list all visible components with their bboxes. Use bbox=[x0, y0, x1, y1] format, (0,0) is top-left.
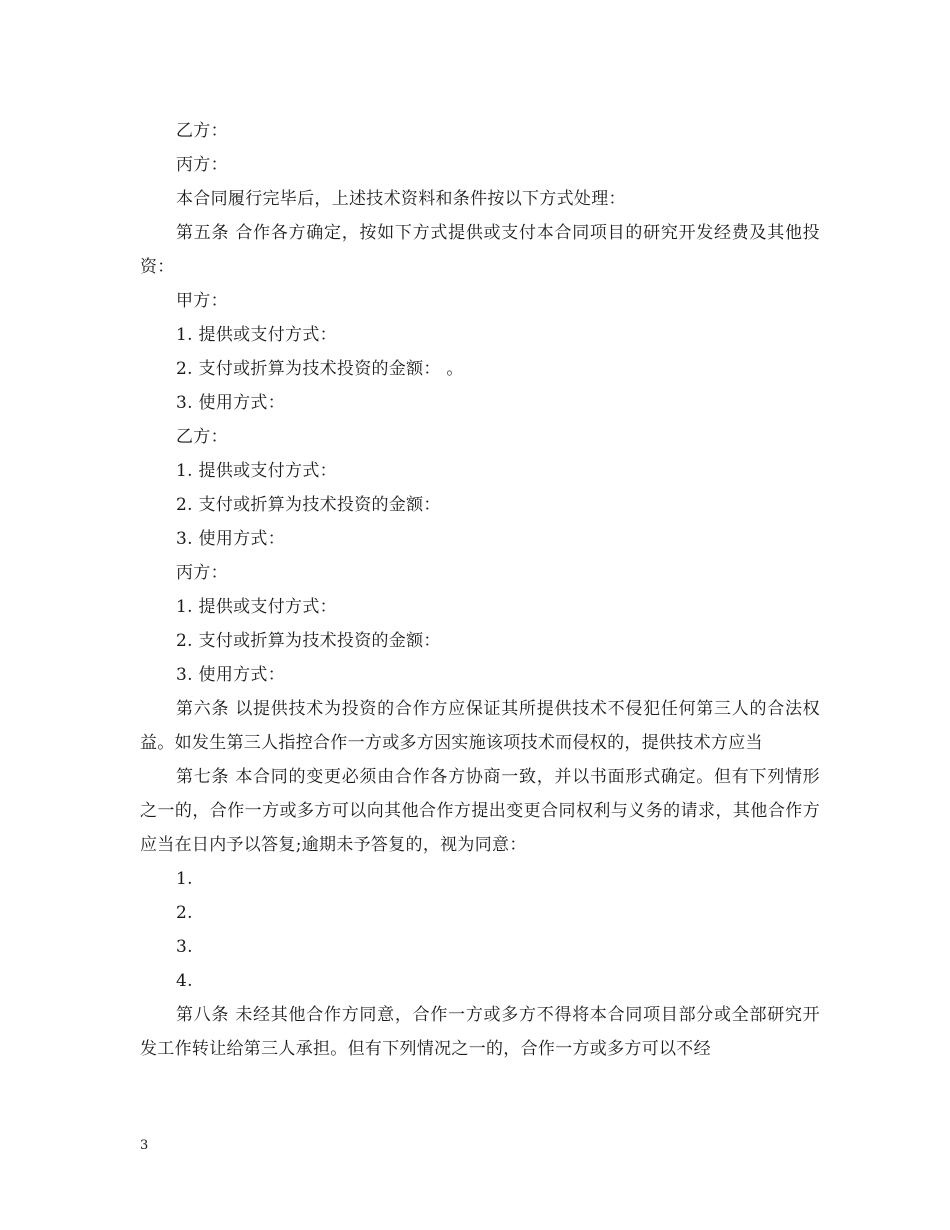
list-item: 2. 支付或折算为技术投资的金额： bbox=[176, 495, 441, 515]
list-item: 2. 支付或折算为技术投资的金额： 。 bbox=[176, 359, 464, 379]
list-item: 1. bbox=[176, 869, 193, 889]
list-item: 1. 提供或支付方式： bbox=[176, 597, 337, 617]
paragraph: 乙方： bbox=[176, 427, 228, 447]
paragraph: 乙方： bbox=[176, 121, 228, 141]
list-item: 3. 使用方式： bbox=[176, 665, 286, 685]
page-number: 3 bbox=[140, 1138, 149, 1153]
list-item: 2. bbox=[176, 903, 193, 923]
paragraph: 丙方： bbox=[176, 155, 228, 175]
list-item: 3. 使用方式： bbox=[176, 529, 286, 549]
paragraph: 丙方： bbox=[176, 563, 228, 583]
document-body bbox=[140, 114, 820, 1066]
list-item: 1. 提供或支付方式： bbox=[176, 461, 337, 481]
article-7-paragraph: 第七条 本合同的变更必须由合作各方协商一致，并以书面形式确定。但有下列情形之一的，合作一方或多方可以向其他合作方提出变更合同权利与义务的请求，其他合作方应当在日内予以答复;逾期未予答复的，视为同意： bbox=[140, 767, 820, 855]
list-item: 3. bbox=[176, 937, 193, 957]
article-8-paragraph: 第八条 未经其他合作方同意，合作一方或多方不得将本合同项目部分或全部研究开发工作转让给第三人承担。但有下列情况之一的，合作一方或多方可以不经 bbox=[140, 1005, 820, 1059]
list-item: 2. 支付或折算为技术投资的金额： bbox=[176, 631, 441, 651]
article-5-paragraph: 第五条 合作各方确定，按如下方式提供或支付本合同项目的研究开发经费及其他投资： bbox=[140, 223, 820, 277]
list-item: 1. 提供或支付方式： bbox=[176, 325, 337, 345]
paragraph: 本合同履行完毕后，上述技术资料和条件按以下方式处理： bbox=[176, 189, 626, 209]
list-item: 3. 使用方式： bbox=[176, 393, 286, 413]
paragraph: 甲方： bbox=[176, 291, 228, 311]
list-item: 4. bbox=[176, 971, 193, 991]
article-6-paragraph: 第六条 以提供技术为投资的合作方应保证其所提供技术不侵犯任何第三人的合法权益。如发生第三人指控合作一方或多方因实施该项技术而侵权的，提供技术方应当 bbox=[140, 699, 820, 753]
